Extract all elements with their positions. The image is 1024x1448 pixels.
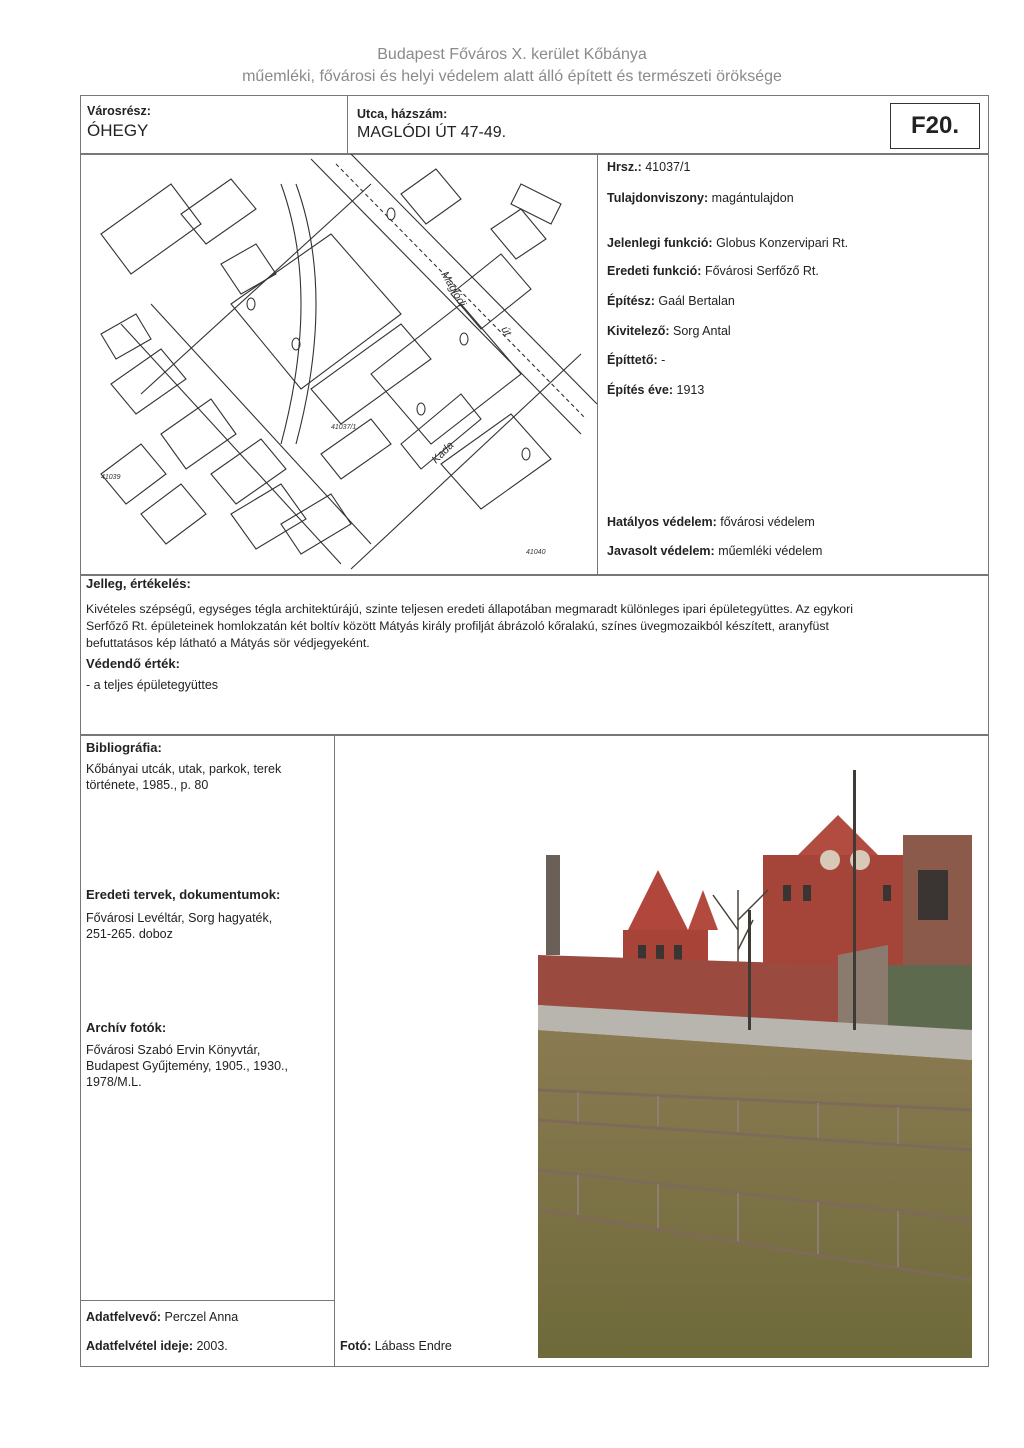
foto-label: Fotó: [340,1339,372,1353]
varosresz-label: Városrész: [87,104,151,118]
archiv-label: Archív fotók: [86,1020,167,1035]
archiv-line-1: Fővárosi Szabó Ervin Könyvtár, [86,1043,261,1057]
building [451,254,531,329]
window [803,885,811,901]
hatalyos-row [607,515,815,529]
foto-value: Lábass Endre [374,1339,452,1353]
epites-label: Építés éve: [607,383,674,397]
felvevo-label: Adatfelvevő: [86,1310,162,1324]
building [221,244,276,294]
javasolt-label: Javasolt védelem: [607,544,715,558]
archiv-line-2: Budapest Gyűjtemény, 1905., 1930., [86,1059,288,1073]
tervek-label: Eredeti tervek, dokumentumok: [86,887,281,902]
biblio-line-1: Kőbányai utcák, utak, parkok, terek [86,762,282,776]
window [674,945,682,961]
tervek-line-2: 251-265. doboz [86,927,173,941]
tulaj-label: Tulajdonviszony: [607,191,709,205]
epitteto-value: - [661,353,666,367]
building [161,399,236,469]
top-row-box [80,95,989,155]
epitesz-row [607,294,735,308]
map-label: Maglódi [438,269,469,309]
vedendo-label: Védendő érték: [86,656,180,671]
building-photo [538,760,972,1358]
jelleg-text-2: Serfőző Rt. épületeinek homlokzatán két boltív között Mátyás király profilját ábrázoló kőralakú, színes üvegmozaikból készített, aranyfüst [86,619,829,633]
divider [81,1300,334,1301]
vedendo-value: - a teljes épületegyüttes [86,678,219,692]
ideje-value: 2003. [196,1339,228,1353]
eredeti-value: Fővárosi Serfőző Rt. [704,264,819,278]
building [281,494,351,554]
jelleg-text-3: befuttatásos kép látható a Mátyás sör védjegyeként. [86,636,370,650]
map-marker [522,448,530,460]
sheet-code: F20. [890,103,980,149]
divider [597,154,598,574]
epitesz-label: Építész: [607,294,655,308]
road-edge [351,154,597,404]
clock-icon [820,850,840,870]
utca-label: Utca, házszám: [357,107,448,121]
road-edge [311,159,581,434]
epitteto-row [607,353,665,367]
ideje-label: Adatfelvétel ideje: [86,1339,193,1353]
hrsz-row [607,160,690,174]
building [401,169,461,224]
varosresz-value: ÓHEGY [87,121,149,140]
tulaj-row [607,191,794,205]
rail-curve [281,184,301,444]
jelleg-label: Jelleg, értékelés: [86,576,191,591]
javasolt-value: műemléki védelem [718,544,823,558]
foto-row [340,1339,452,1353]
hatalyos-value: fővárosi védelem [720,515,815,529]
jelenlegi-label: Jelenlegi funkció: [607,236,713,250]
map-marker [460,333,468,345]
gate [888,965,972,1030]
epites-row [607,383,704,397]
biblio-label: Bibliográfia: [86,740,162,755]
gate-pillar [838,945,888,1035]
window [918,870,948,920]
building [231,484,306,549]
divider [347,96,348,154]
utca-value: MAGLÓDI ÚT 47-49. [357,124,507,141]
building [141,484,206,544]
hrsz-label: Hrsz.: [607,160,642,174]
jelleg-text-1: Kivételes szépségű, egységes tégla architektúrájú, szinte teljesen eredeti állapotában megmaradt különleges ipari épületegyüttes. Az egykori [86,602,853,616]
biblio-line-2: története, 1985., p. 80 [86,778,209,792]
ideje-row [86,1339,228,1353]
cadastral-map [81,154,597,574]
header-title: Budapest Főváros X. kerület Kőbánya [377,46,647,63]
chimney [546,855,560,955]
map-marker [387,208,395,220]
building [441,414,551,509]
header-subtitle: műemléki, fővárosi és helyi védelem alatt álló épített és természeti öröksége [242,68,782,85]
map-marker [247,298,255,310]
kivitelezo-row [607,324,731,338]
felvevo-row [86,1310,238,1324]
building [111,349,186,414]
jelleg-box [80,574,989,736]
jelenlegi-value: Globus Konzervipari Rt. [716,236,849,250]
map-label: út [498,324,514,339]
eredeti-row [607,264,819,278]
map-label: 41037/1 [331,424,357,431]
hatalyos-label: Hatályos védelem: [607,515,717,529]
divider [334,735,335,1366]
epitesz-value: Gaál Bertalan [658,294,735,308]
road-edge [351,354,581,569]
hrsz-value: 41037/1 [645,160,691,174]
epites-value: 1913 [676,383,705,397]
archiv-line-3: 1978/M.L. [86,1075,142,1089]
tulaj-value: magántulajdon [711,191,794,205]
rail-curve [296,184,316,444]
map-label: 41039 [101,474,121,481]
building [211,439,286,504]
building [491,209,546,259]
map-marker [417,403,425,415]
window [883,885,891,901]
map-label: Kada [429,439,457,467]
window [783,885,791,901]
epitteto-label: Építtető: [607,353,658,367]
pole [853,770,856,1030]
road-edge [121,324,341,564]
window [656,945,664,961]
kivitelezo-label: Kivitelező: [607,324,670,338]
building [101,314,151,359]
jelenlegi-row [607,236,848,250]
building [101,184,201,274]
javasolt-row [607,544,822,558]
pole [748,910,751,1030]
building [511,184,561,224]
map-label: 41040 [526,549,546,556]
eredeti-label: Eredeti funkció: [607,264,702,278]
tervek-line-1: Fővárosi Levéltár, Sorg hagyaték, [86,911,273,925]
kivitelezo-value: Sorg Antal [673,324,731,338]
felvevo-value: Perczel Anna [164,1310,239,1324]
